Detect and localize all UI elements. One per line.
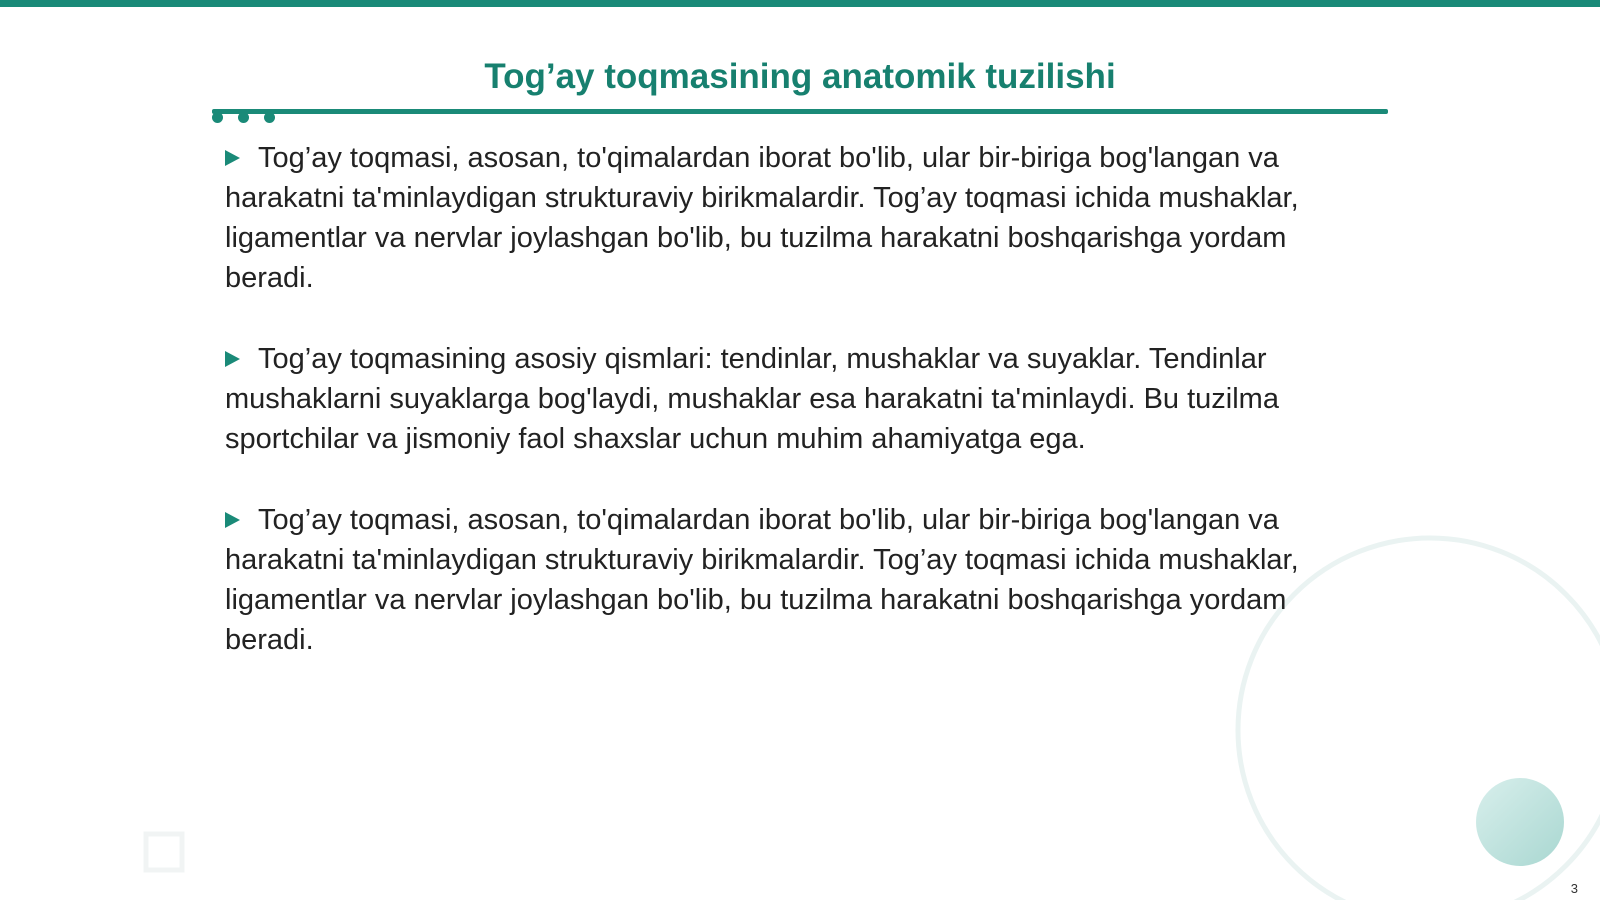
title-divider xyxy=(212,109,1388,114)
divider-dot xyxy=(264,112,275,123)
divider-dot xyxy=(212,112,223,123)
page-number: 3 xyxy=(1570,881,1578,896)
divider-dot xyxy=(238,112,249,123)
play-triangle-icon xyxy=(225,512,240,528)
bullet-list xyxy=(225,138,1375,701)
bullet-item xyxy=(225,138,1375,298)
bullet-text: Tog’ay toqmasi, asosan, to'qimalardan iborat bo'lib, ular bir-biriga bog'langan va harakatni ta'minlaydigan strukturaviy birikmalardir. Tog’ay toqmasi ichida mushaklar, ligamentlar va nervlar joylashgan bo'lib, bu tuzilma harakatni boshqarishga yordam beradi. xyxy=(225,142,1299,294)
bullet-text: Tog’ay toqmasining asosiy qismlari: tendinlar, mushaklar va suyaklar. Tendinlar mushaklarni suyaklarga bog'laydi, mushaklar esa harakatni ta'minlaydi. Bu tuzilma sportchilar va jismoniy faol shaxslar uchun muhim ahamiyatga ega. xyxy=(225,343,1279,455)
decor-square xyxy=(146,834,182,870)
decor-filled-circle xyxy=(1476,778,1564,866)
bullet-text: Tog’ay toqmasi, asosan, to'qimalardan iborat bo'lib, ular bir-biriga bog'langan va harakatni ta'minlaydigan strukturaviy birikmalardir. Tog’ay toqmasi ichida mushaklar, ligamentlar va nervlar joylashgan bo'lib, bu tuzilma harakatni boshqarishga yordam beradi. xyxy=(225,504,1299,656)
play-triangle-icon xyxy=(225,351,240,367)
bullet-item xyxy=(225,500,1375,660)
divider-dots xyxy=(212,112,275,124)
play-triangle-icon xyxy=(225,150,240,166)
slide-title: Tog’ay toqmasining anatomik tuzilishi xyxy=(484,57,1116,96)
bullet-item xyxy=(225,339,1375,459)
